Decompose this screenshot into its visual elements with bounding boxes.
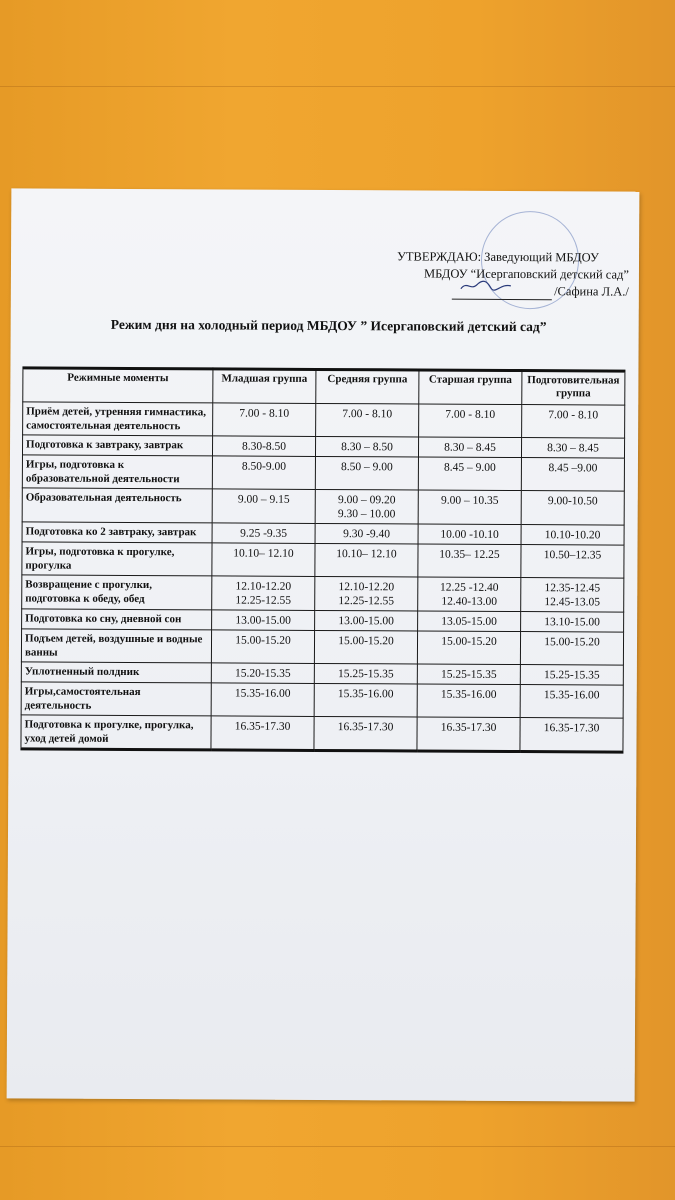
time-cell: 15.35-16.00 [314,683,417,717]
activity-cell: Подготовка к завтраку, завтрак [22,435,212,456]
time-cell: 9.00 – 9.15 [212,489,315,524]
activity-cell: Подготовка ко сну, дневной сон [22,609,212,630]
table-header-row [23,368,625,405]
time-cell: 9.00 – 09.20 9.30 – 10.00 [315,489,418,524]
activity-cell: Возвращение с прогулки, подготовка к обеду, обед [22,575,212,610]
time-cell: 12.25 -12.40 12.40-13.00 [418,577,521,612]
time-cell: 15.20-15.35 [211,663,314,684]
column-header-group: Младшая группа [213,369,316,404]
approval-line-1: УТВЕРЖДАЮ: Заведующий МБДОУ [396,249,599,265]
time-cell: 9.00 – 10.35 [418,490,521,525]
column-header-group: Старшая группа [419,370,522,405]
activity-cell: Приём детей, утренняя гимнастика, самостоятельная деятельность [23,402,213,436]
time-cell: 10.00 -10.10 [418,524,521,545]
time-cell: 8.50-9.00 [212,456,315,490]
table-row [22,455,624,491]
time-cell: 10.10– 12.10 [315,543,418,577]
table-row [22,542,624,578]
time-cell: 12.35-12.45 12.45-13.05 [521,578,624,613]
time-cell: 8.30 – 8.45 [521,438,624,459]
time-cell: 8.30-8.50 [212,436,315,457]
schedule-sheet [7,188,640,1101]
column-header-group: Средняя группа [316,369,419,404]
time-cell: 7.00 - 8.10 [316,403,419,437]
time-cell: 12.10-12.20 12.25-12.55 [212,576,315,611]
wall-seam [0,1146,675,1147]
table-row [21,715,623,752]
time-cell: 9.00-10.50 [521,491,624,526]
time-cell: 8.45 –9.00 [521,458,624,492]
time-cell: 15.35-16.00 [211,683,314,717]
activity-cell: Игры,самостоятельная деятельность [21,682,211,716]
time-cell: 8.45 – 9.00 [418,457,521,491]
time-cell: 12.10-12.20 12.25-12.55 [315,576,418,611]
approval-block [389,248,629,300]
activity-cell: Подготовка ко 2 завтраку, завтрак [22,522,212,543]
time-cell: 8.30 – 8.50 [315,436,418,457]
time-cell: 7.00 - 8.10 [419,404,522,438]
table-row [23,402,625,438]
time-cell: 13.00-15.00 [315,610,418,631]
time-cell: 10.10-10.20 [521,525,624,546]
page-title: Режим дня на холодный период МБДОУ ” Исергаповский детский сад” [110,316,547,335]
column-header-activity: Режимные моменты [23,368,213,403]
table-row [22,488,624,525]
time-cell: 13.00-15.00 [212,610,315,631]
time-cell: 15.00-15.20 [211,630,314,664]
time-cell: 9.30 -9.40 [315,523,418,544]
approval-line-2: МБДОУ “Исергаповский детский сад” [423,266,629,282]
time-cell: 10.35– 12.25 [418,544,521,578]
time-cell: 16.35-17.30 [314,716,417,751]
time-cell: 10.10– 12.10 [212,543,315,577]
time-cell: 15.00-15.20 [417,631,520,665]
time-cell: 15.35-16.00 [520,685,623,719]
time-cell: 7.00 - 8.10 [213,403,316,437]
time-cell: 16.35-17.30 [417,717,520,752]
time-cell: 15.25-15.35 [520,665,623,686]
table-body [21,402,625,752]
time-cell: 15.25-15.35 [314,663,417,684]
approval-line-3 [389,282,629,300]
wall-seam [0,86,675,87]
time-cell: 15.00-15.20 [520,632,623,666]
activity-cell: Игры, подготовка к прогулке, прогулка [22,542,212,576]
time-cell: 15.25-15.35 [417,664,520,685]
time-cell: 13.10-15.00 [521,612,624,633]
time-cell: 16.35-17.30 [520,718,623,753]
time-cell: 8.30 – 8.45 [418,437,521,458]
activity-cell: Игры, подготовка к образовательной деятельности [22,455,212,489]
activity-cell: Подъем детей, воздушные и водные ванны [21,629,211,663]
activity-cell: Образовательная деятельность [22,488,212,523]
time-cell: 16.35-17.30 [211,716,314,751]
table-row [21,682,623,718]
activity-cell: Уплотненный полдник [21,662,211,683]
schedule-table [20,366,625,753]
table-row [21,629,623,665]
time-cell: 13.05-15.00 [418,611,521,632]
column-header-group: Подготовительная группа [522,371,625,406]
approver-name: /Сафина Л.А./ [554,284,629,299]
time-cell: 9.25 -9.35 [212,523,315,544]
time-cell: 15.00-15.20 [314,630,417,664]
time-cell: 10.50–12.35 [521,545,624,579]
table-row [22,575,624,612]
time-cell: 8.50 – 9.00 [315,456,418,490]
time-cell: 15.35-16.00 [417,684,520,718]
time-cell: 7.00 - 8.10 [522,405,625,439]
activity-cell: Подготовка к прогулке, прогулка, уход детей домой [21,715,211,750]
